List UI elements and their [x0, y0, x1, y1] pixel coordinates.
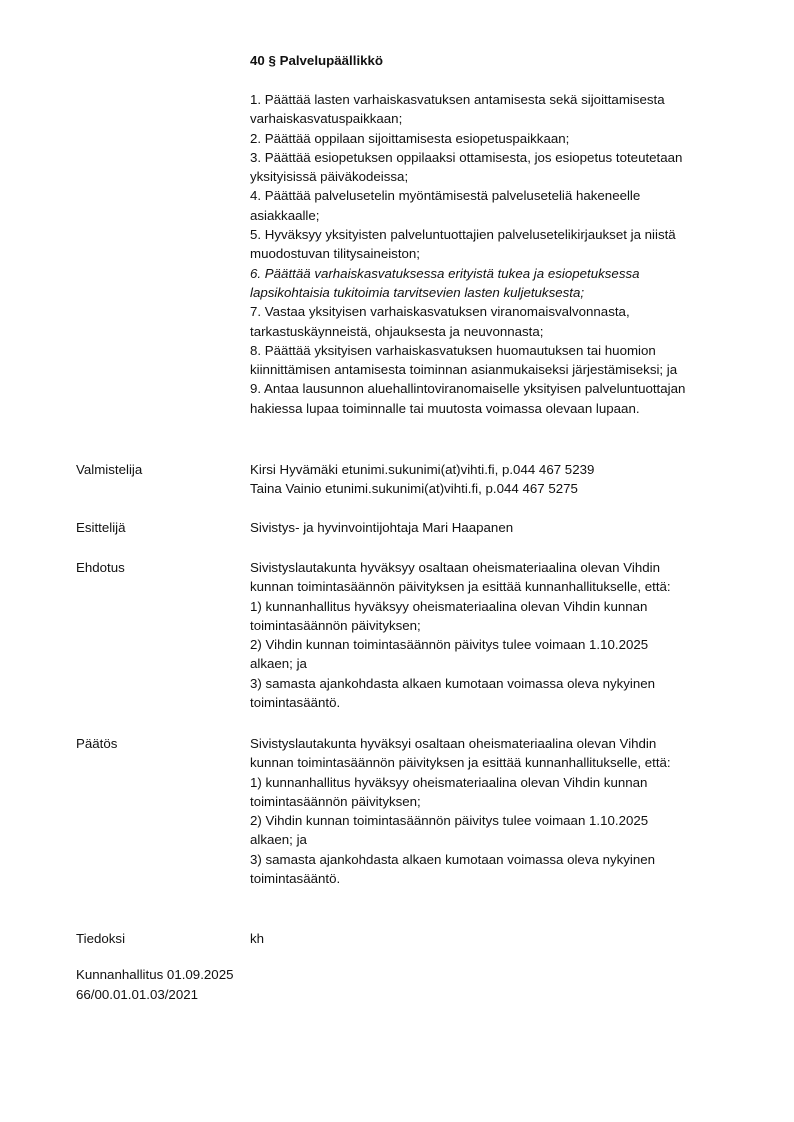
proposal-line: 3) samasta ajankohdasta alkaen kumotaan voimassa oleva nykyinen [250, 675, 656, 691]
footer-meeting: Kunnanhallitus 01.09.2025 [76, 967, 234, 982]
duty-line-italic: 6. Päättää varhaiskasvatuksessa erityistä tukea ja esiopetuksessa [250, 265, 640, 281]
esittelija-label: Esittelijä [76, 520, 126, 535]
decision-line: alkaen; ja [250, 832, 307, 848]
section-heading: 40 § Palvelupäällikkö [250, 53, 384, 68]
for-information-value: kh [250, 931, 265, 946]
duty-line: 3. Päättää esiopetuksen oppilaaksi ottamisesta, jos esiopetus toteutetaan [250, 149, 683, 165]
decision-line: toimintasääntö. [250, 871, 341, 887]
duty-line: 1. Päättää lasten varhaiskasvatuksen antamisesta sekä sijoittamisesta [250, 92, 665, 107]
proposal-line: toimintasäännön päivityksen; [250, 617, 421, 633]
proposal-line: alkaen; ja [250, 656, 307, 672]
tiedoksi-content [250, 929, 745, 948]
tiedoksi-label: Tiedoksi [76, 931, 126, 946]
preparer-line: Taina Vainio etunimi.sukunimi(at)vihti.fi, p.044 467 5275 [250, 481, 578, 497]
duty-line: yksityisissä päiväkodeissa; [250, 169, 409, 185]
valmistelija-label: Valmistelija [76, 462, 143, 477]
decision-line: 1) kunnanhallitus hyväksyy oheismateriaalina olevan Vihdin kunnan [250, 774, 648, 790]
duties-list [250, 90, 745, 418]
presenter-line: Sivistys- ja hyvinvointijohtaja Mari Haapanen [250, 520, 514, 535]
duty-line: 4. Päättää palvelusetelin myöntämisestä palveluseteliä hakeneelle [250, 188, 641, 204]
footer-reference: 66/00.01.01.03/2021 [76, 987, 199, 1002]
preparer-line: Kirsi Hyvämäki etunimi.sukunimi(at)vihti.fi, p.044 467 5239 [250, 462, 595, 477]
decision-line: 3) samasta ajankohdasta alkaen kumotaan voimassa oleva nykyinen [250, 851, 656, 867]
proposal-line: 2) Vihdin kunnan toimintasäännön päivitys tulee voimaan 1.10.2025 [250, 637, 649, 653]
proposal-line: 1) kunnanhallitus hyväksyy oheismateriaalina olevan Vihdin kunnan [250, 598, 648, 614]
duty-line: 5. Hyväksyy yksityisten palveluntuottajien palvelusetelikirjaukset ja niistä [250, 227, 676, 243]
ehdotus-label: Ehdotus [76, 560, 125, 575]
paatos-content [250, 734, 745, 888]
valmistelija-content [250, 460, 745, 499]
ehdotus-content [250, 558, 745, 712]
decision-line: 2) Vihdin kunnan toimintasäännön päivitys tulee voimaan 1.10.2025 [250, 813, 649, 829]
decision-line: kunnan toimintasäännön päivityksen ja esittää kunnanhallitukselle, että: [250, 755, 671, 771]
decision-line: Sivistyslautakunta hyväksyi osaltaan oheismateriaalina olevan Vihdin [250, 736, 657, 751]
duty-line: 7. Vastaa yksityisen varhaiskasvatuksen viranomaisvalvonnasta, [250, 304, 630, 320]
proposal-line: toimintasääntö. [250, 695, 341, 711]
paatos-label: Päätös [76, 736, 118, 751]
duty-line: 9. Antaa lausunnon aluehallintoviranomaiselle yksityisen palveluntuottajan [250, 381, 686, 397]
duty-line: asiakkaalle; [250, 207, 320, 223]
duty-line: 2. Päättää oppilaan sijoittamisesta esiopetuspaikkaan; [250, 130, 570, 146]
esittelija-content [250, 518, 745, 537]
duty-line: varhaiskasvatuspaikkaan; [250, 111, 403, 127]
duty-line-italic: lapsikohtaisia tukitoimia tarvitsevien lasten kuljetuksesta; [250, 284, 585, 300]
duty-line: hakiessa lupaa toiminnalle tai muutosta voimassa olevaan lupaan. [250, 400, 640, 416]
duty-line: kiinnittämisen antamisesta toiminnan asianmukaiseksi järjestämiseksi; ja [250, 362, 678, 378]
decision-line: toimintasäännön päivityksen; [250, 793, 421, 809]
duty-line: muodostuvan tilitysaineiston; [250, 246, 420, 262]
proposal-line: kunnan toimintasäännön päivityksen ja esittää kunnanhallitukselle, että: [250, 579, 671, 595]
proposal-line: Sivistyslautakunta hyväksyy osaltaan oheismateriaalina olevan Vihdin [250, 560, 660, 575]
duty-line: tarkastuskäynneistä, ohjauksesta ja neuvonnasta; [250, 323, 544, 339]
duty-line: 8. Päättää yksityisen varhaiskasvatuksen huomautuksen tai huomion [250, 342, 656, 358]
